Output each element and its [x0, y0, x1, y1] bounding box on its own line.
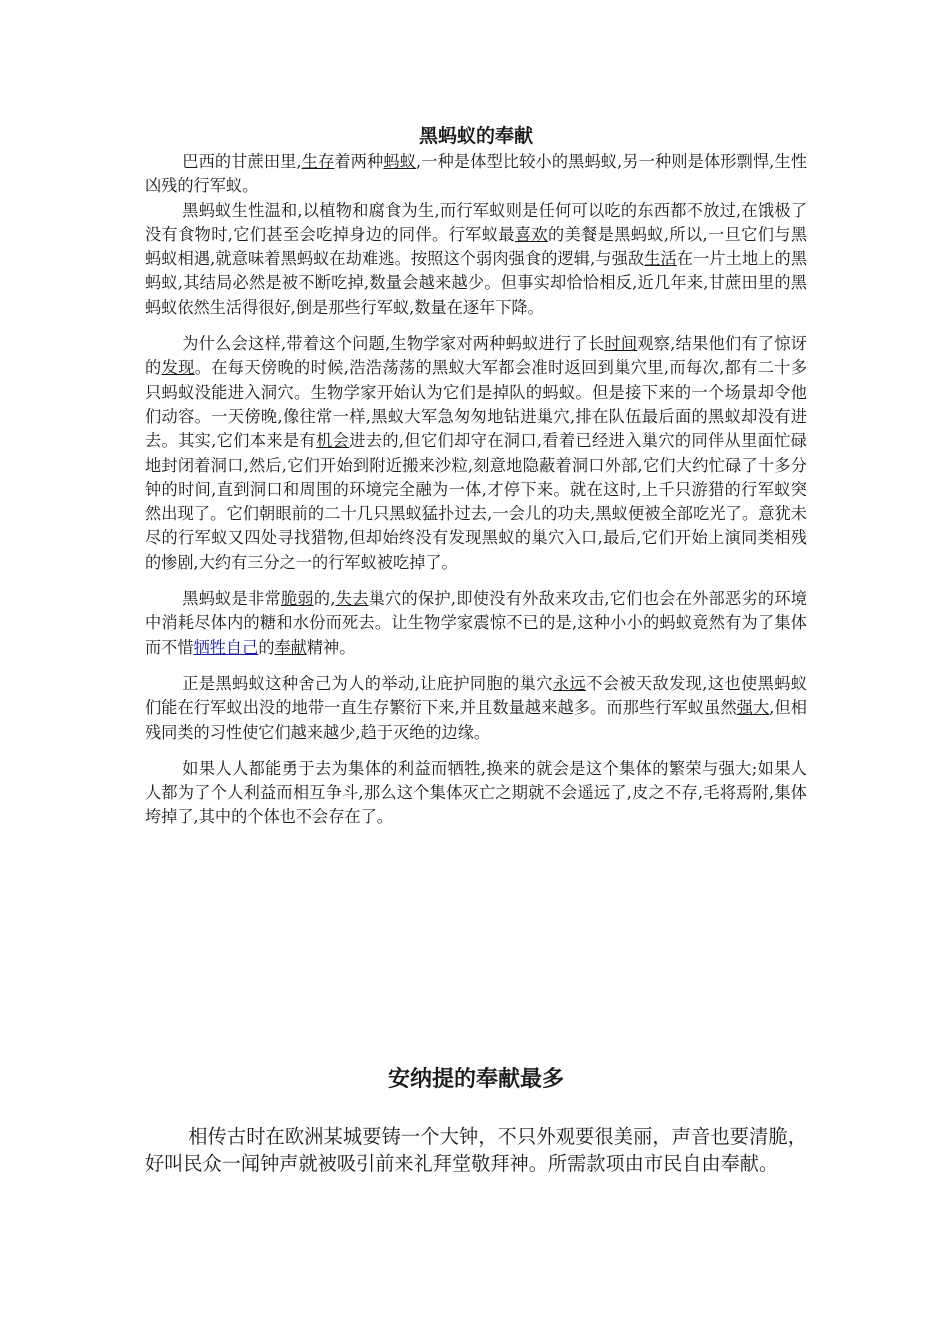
text-run: 如果人人都能勇于去为集体的利益而牺牲,换来的就会是这个集体的繁荣与强大;如果人人都为了个人利益而相互争斗,那么这个集体灭亡之期就不会遥远了,皮之不存,毛将焉附,集体垮掉了,其中的个体也不会存在了。 — [145, 758, 807, 827]
paragraph-5 — [145, 672, 807, 745]
paragraph-3 — [145, 332, 807, 575]
text-run: 正是黑蚂蚁这种舍己为人的举动,让庇护同胞的巢穴 — [182, 673, 553, 693]
paragraph-1 — [145, 150, 807, 199]
text-run: 的 — [258, 637, 275, 657]
text-run: 的, — [313, 589, 336, 609]
underlined-term: 强大 — [736, 698, 770, 718]
underlined-term: 生存 — [301, 152, 335, 171]
paragraph-4 — [145, 587, 807, 660]
text-run: 。在每天傍晚的时候,浩浩荡荡的黑蚁大军都会准时返回到巢穴里,而每次,都有二十多只蚂蚁没能进入洞穴。生物学家开始认为它们是掉队的蚂蚁。但是接下来的一个场景却令他们动容。一天傍晚,像往常一样,黑蚁大军急匆匆地钻进巢穴,排在队伍最后面的黑蚁却没有进去。其实,它们本来是有 — [145, 358, 808, 451]
article-title-annati: 安纳提的奉献最多 — [387, 1066, 564, 1092]
text-run: 巢穴的保护,即使没有外敌来攻击,它们也会在外部恶劣的环境中消耗尽体内的糖和水份而死去。让生物学家震惊不已的是,这种小小的蚂蚁竟然有为了集体而不惜 — [145, 589, 807, 657]
text-run: 黑蚂蚁是非常 — [182, 589, 281, 609]
underlined-term: 生活 — [644, 249, 677, 269]
article-title-black-ants: 黑蚂蚁的奉献 — [418, 125, 533, 147]
underlined-term: 时间 — [604, 334, 638, 354]
underlined-term: 永远 — [552, 673, 587, 693]
underlined-term: 蚂蚁 — [383, 152, 417, 171]
hyperlink-sacrifice[interactable]: 牺牲自己 — [193, 637, 259, 657]
underlined-term: 奉献 — [274, 637, 307, 657]
underlined-term: 发现 — [161, 358, 195, 378]
text-run: 不会被天敌发现,这也使黑蚂蚁们能在行军蚁出没的地带一直生存繁衍下来,并且数量越来越多。而那些行军蚁虽然 — [145, 673, 807, 718]
underlined-term: 机会 — [316, 431, 350, 451]
text-run: ,但相残同类的习性使它们越来越少,趋于灭绝的边缘。 — [145, 698, 807, 742]
paragraph-1: 相传古时在欧洲某城要铸一个大钟，不只外观要很美丽，声音也要清脆，好叫民众一闻钟声就被吸引前来礼拜堂敬拜神。所需款项由市民自由奉献。 — [145, 1125, 807, 1175]
text-run: 为什么会这样,带着这个问题,生物学家对两种蚂蚁进行了长 — [182, 334, 605, 354]
text-run: 着两种 — [334, 152, 384, 171]
text-run: 巴西的甘蔗田里, — [182, 152, 302, 171]
text-run: 黑蚂蚁生性温和,以植物和腐食为生,而行军蚁则是任何可以吃的东西都不放过,在饿极了没有食物时,它们甚至会吃掉身边的同伴。行军蚁最 — [145, 200, 807, 244]
text-run: 精神。 — [306, 637, 356, 657]
underlined-term: 喜欢 — [514, 224, 548, 244]
text-run: ,一种是体型比较小的黑蚂蚁,另一种则是体形剽悍,生性凶残的行军蚁。 — [145, 152, 808, 196]
article-body-annati — [145, 1124, 807, 1177]
paragraph-2 — [145, 199, 807, 320]
underlined-term: 失去 — [335, 589, 369, 609]
paragraph-6 — [145, 757, 807, 830]
article-body-black-ants — [145, 150, 807, 830]
text-run: 的美餐是黑蚂蚁,所以,一旦它们与黑蚂蚁相遇,就意味着黑蚂蚁在劫难逃。按照这个弱肉强食的逻辑,与强敌 — [145, 224, 808, 269]
text-run: 在一片土地上的黑蚂蚁,其结局必然是被不断吃掉,数量会越来越少。但事实却恰恰相反,近几年来,甘蔗田里的黑蚂蚁依然生活得很好,倒是那些行军蚁,数量在逐年下降。 — [145, 249, 808, 317]
text-run: 进去的,但它们却守在洞口,看着已经进入巢穴的同伴从里面忙碌地封闭着洞口,然后,它们开始到附近搬来沙粒,刻意地隐蔽着洞口外部,它们大约忙碌了十多分钟的时间,直到洞口和周围的环境完全融为一体,才停下来。就在这时,上千只游猎的行军蚁突然出现了。它们朝眼前的二十几只黑蚁猛扑过去,一会儿的功夫,黑蚁便被全部吃光了。意犹未尽的行军蚁又四处寻找猎物,但却始终没有发现黑蚁的巢穴入口,最后,它们开始上演同类相残的惨剧,大约有三分之一的行军蚁被吃掉了。 — [145, 431, 807, 572]
underlined-term: 脆弱 — [280, 589, 314, 609]
text-run: 观察,结果他们有了惊讶的 — [145, 334, 807, 378]
